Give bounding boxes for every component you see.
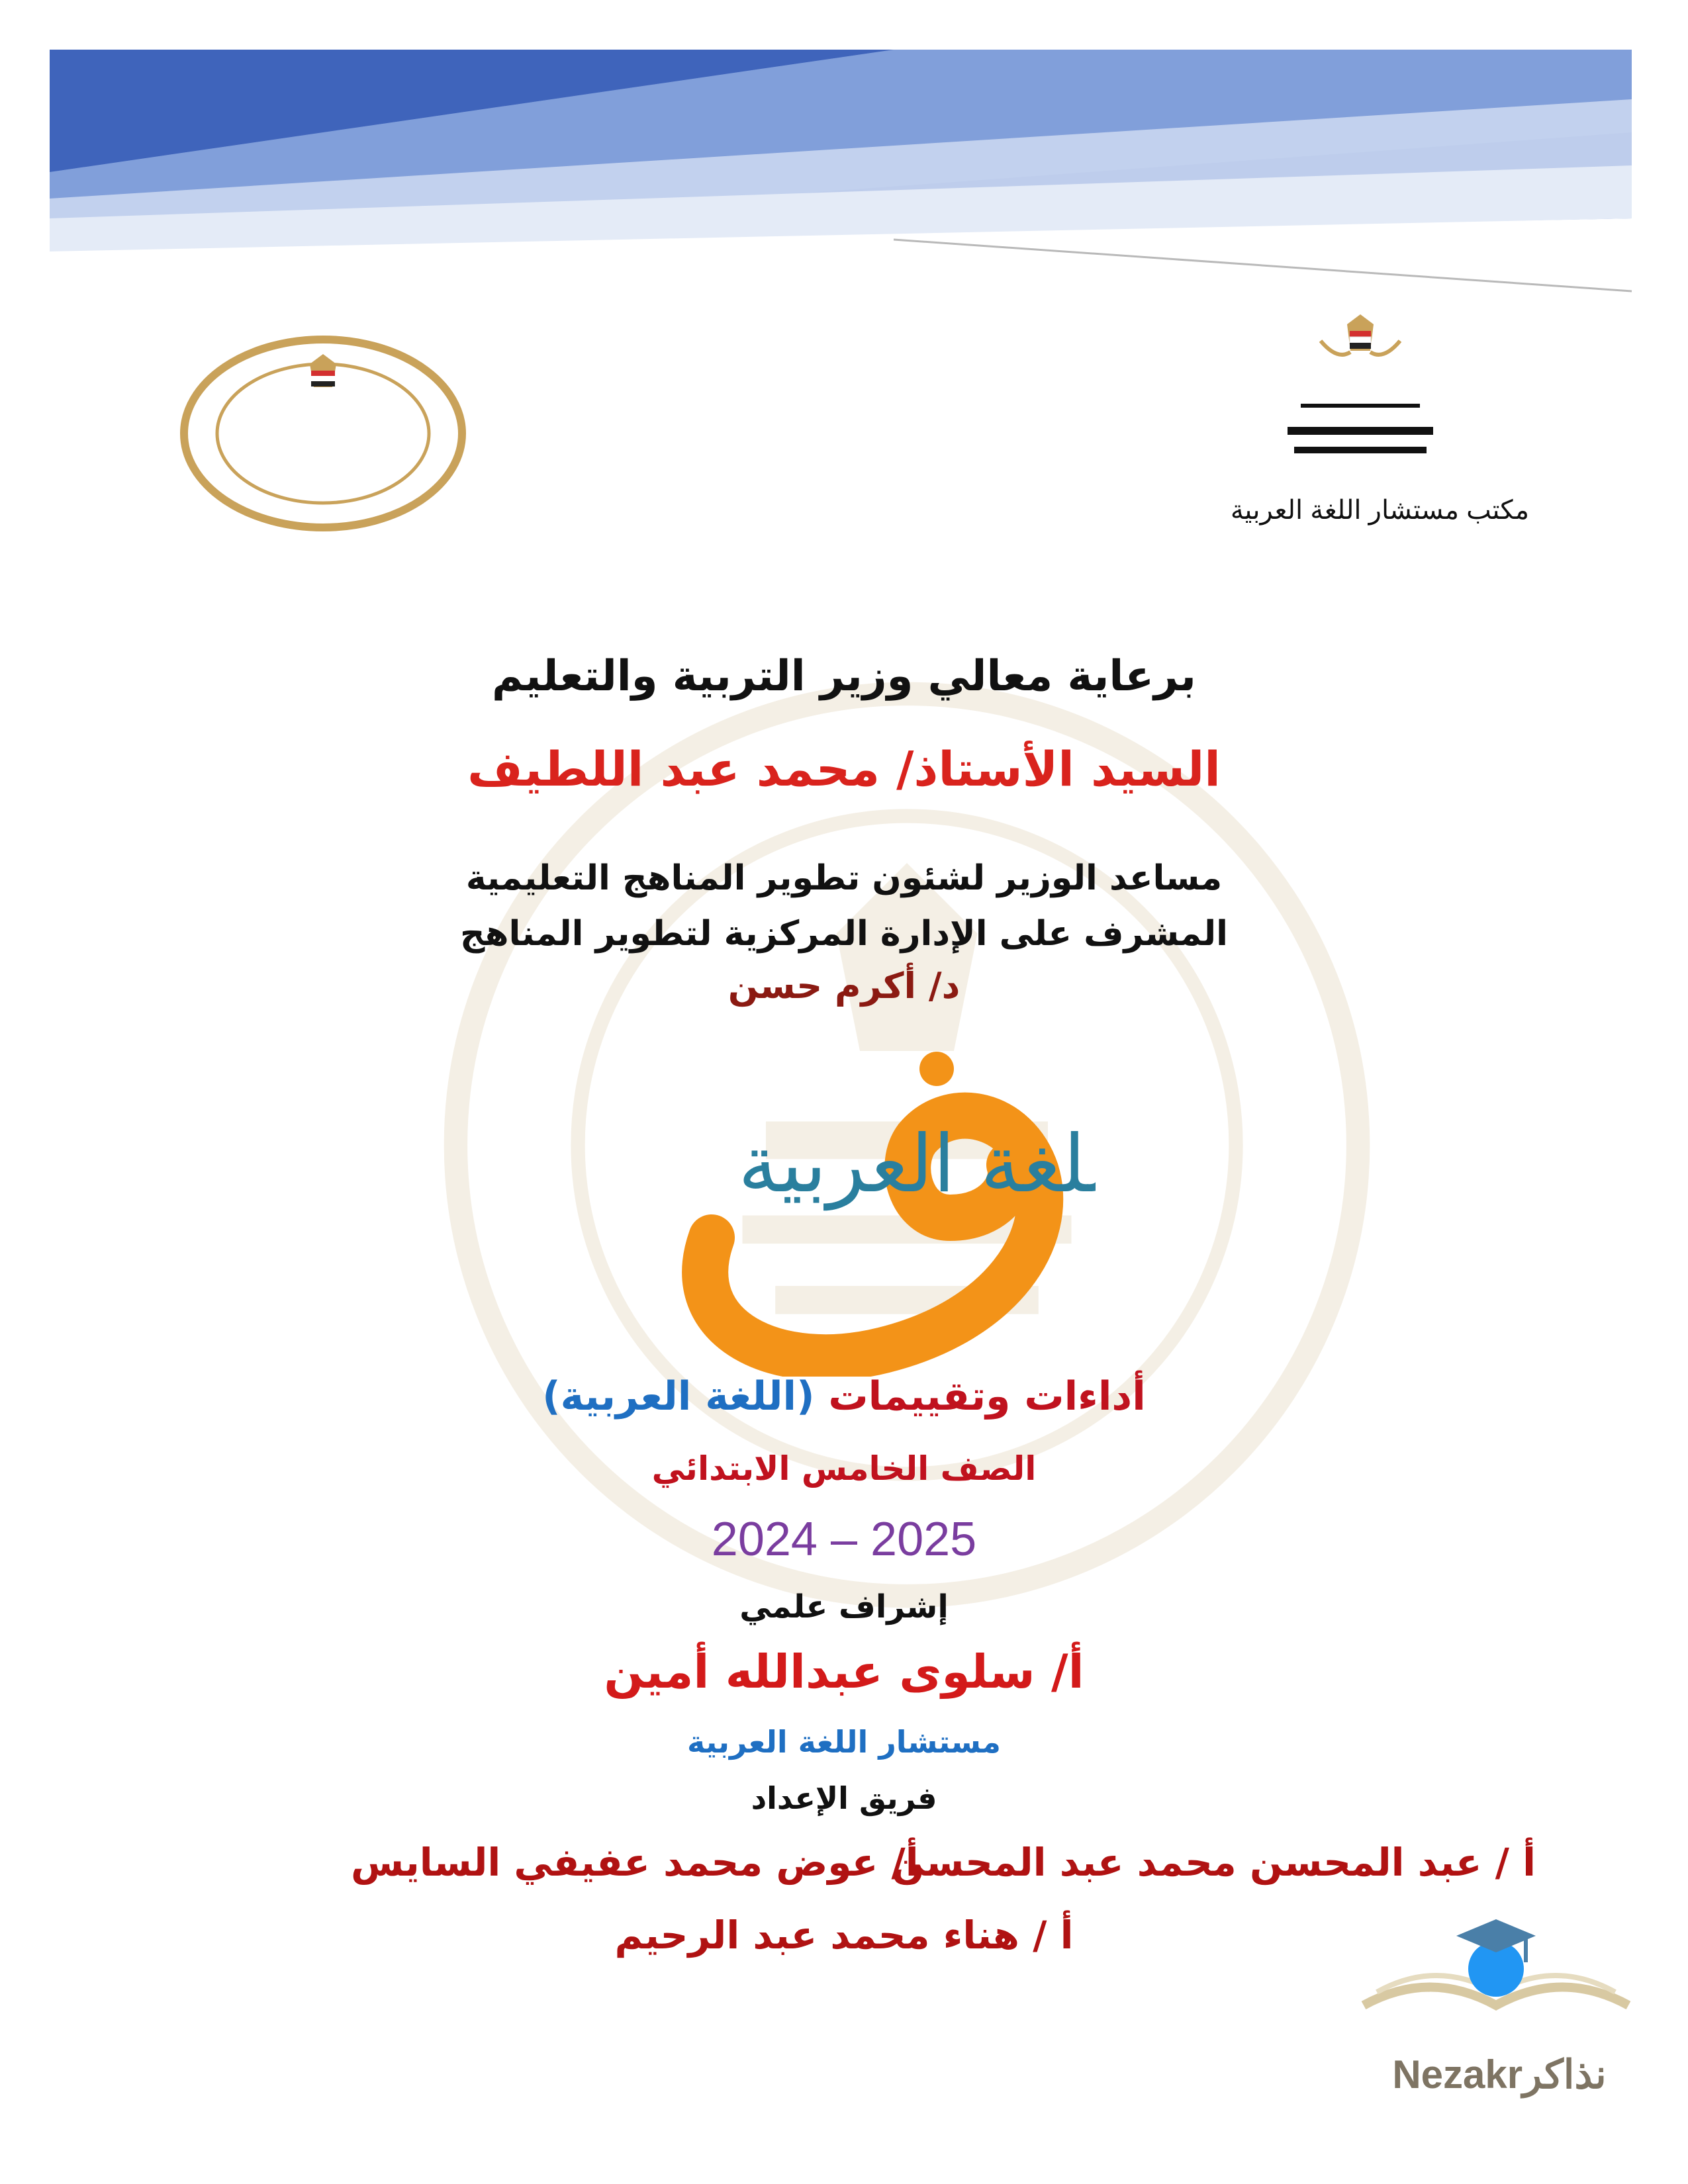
document-title [0,1373,1688,1420]
document-title-main: أداءات وتقييمات [828,1373,1146,1420]
team-heading: فريق الإعداد [751,1780,937,1816]
republic-eagle-logo [1274,311,1446,470]
supervisor-name: أ/ سلوى عبدالله أمين [604,1645,1084,1699]
team-member-2: أ/ عوض محمد عفيفي السايس [351,1840,919,1885]
emblem-calligraphy: اللغة العربية [738,1118,1096,1210]
academic-years: 2024 – 2025 [711,1513,977,1566]
official-name: السيد الأستاذ/ محمد عبد اللطيف [467,741,1221,797]
assistant-title-line-1: مساعد الوزير لشئون تطوير المناهج التعليمية [465,858,1223,898]
ministry-seal-logo [177,334,469,533]
office-label: مكتب مستشار اللغة العربية [1230,496,1529,525]
assistant-title-line-2: المشرف على الإدارة المركزية لتطوير المناهج [459,914,1229,954]
nezakr-brand-text: Nezakrنذاكر [1392,2052,1607,2097]
arabic-language-emblem [606,1019,1096,1377]
supervision-heading: إشراف علمي [739,1588,949,1625]
grade-label: الصف الخامس الابتدائي [651,1449,1037,1488]
assistant-title [0,850,1688,962]
document-title-subject: (اللغة العربية) [542,1373,815,1420]
team-member-3: أ / هناء محمد عبد الرحيم [614,1913,1074,1958]
assistant-name: د/ أكرم حسن [727,965,961,1007]
team-member-1: أ / عبد المحسن محمد عبد المحسن [891,1840,1536,1885]
patronage-line: برعاية معالي وزير التربية والتعليم [492,652,1196,701]
header-banner [0,0,1688,304]
supervisor-role: مستشار اللغة العربية [687,1724,1001,1760]
